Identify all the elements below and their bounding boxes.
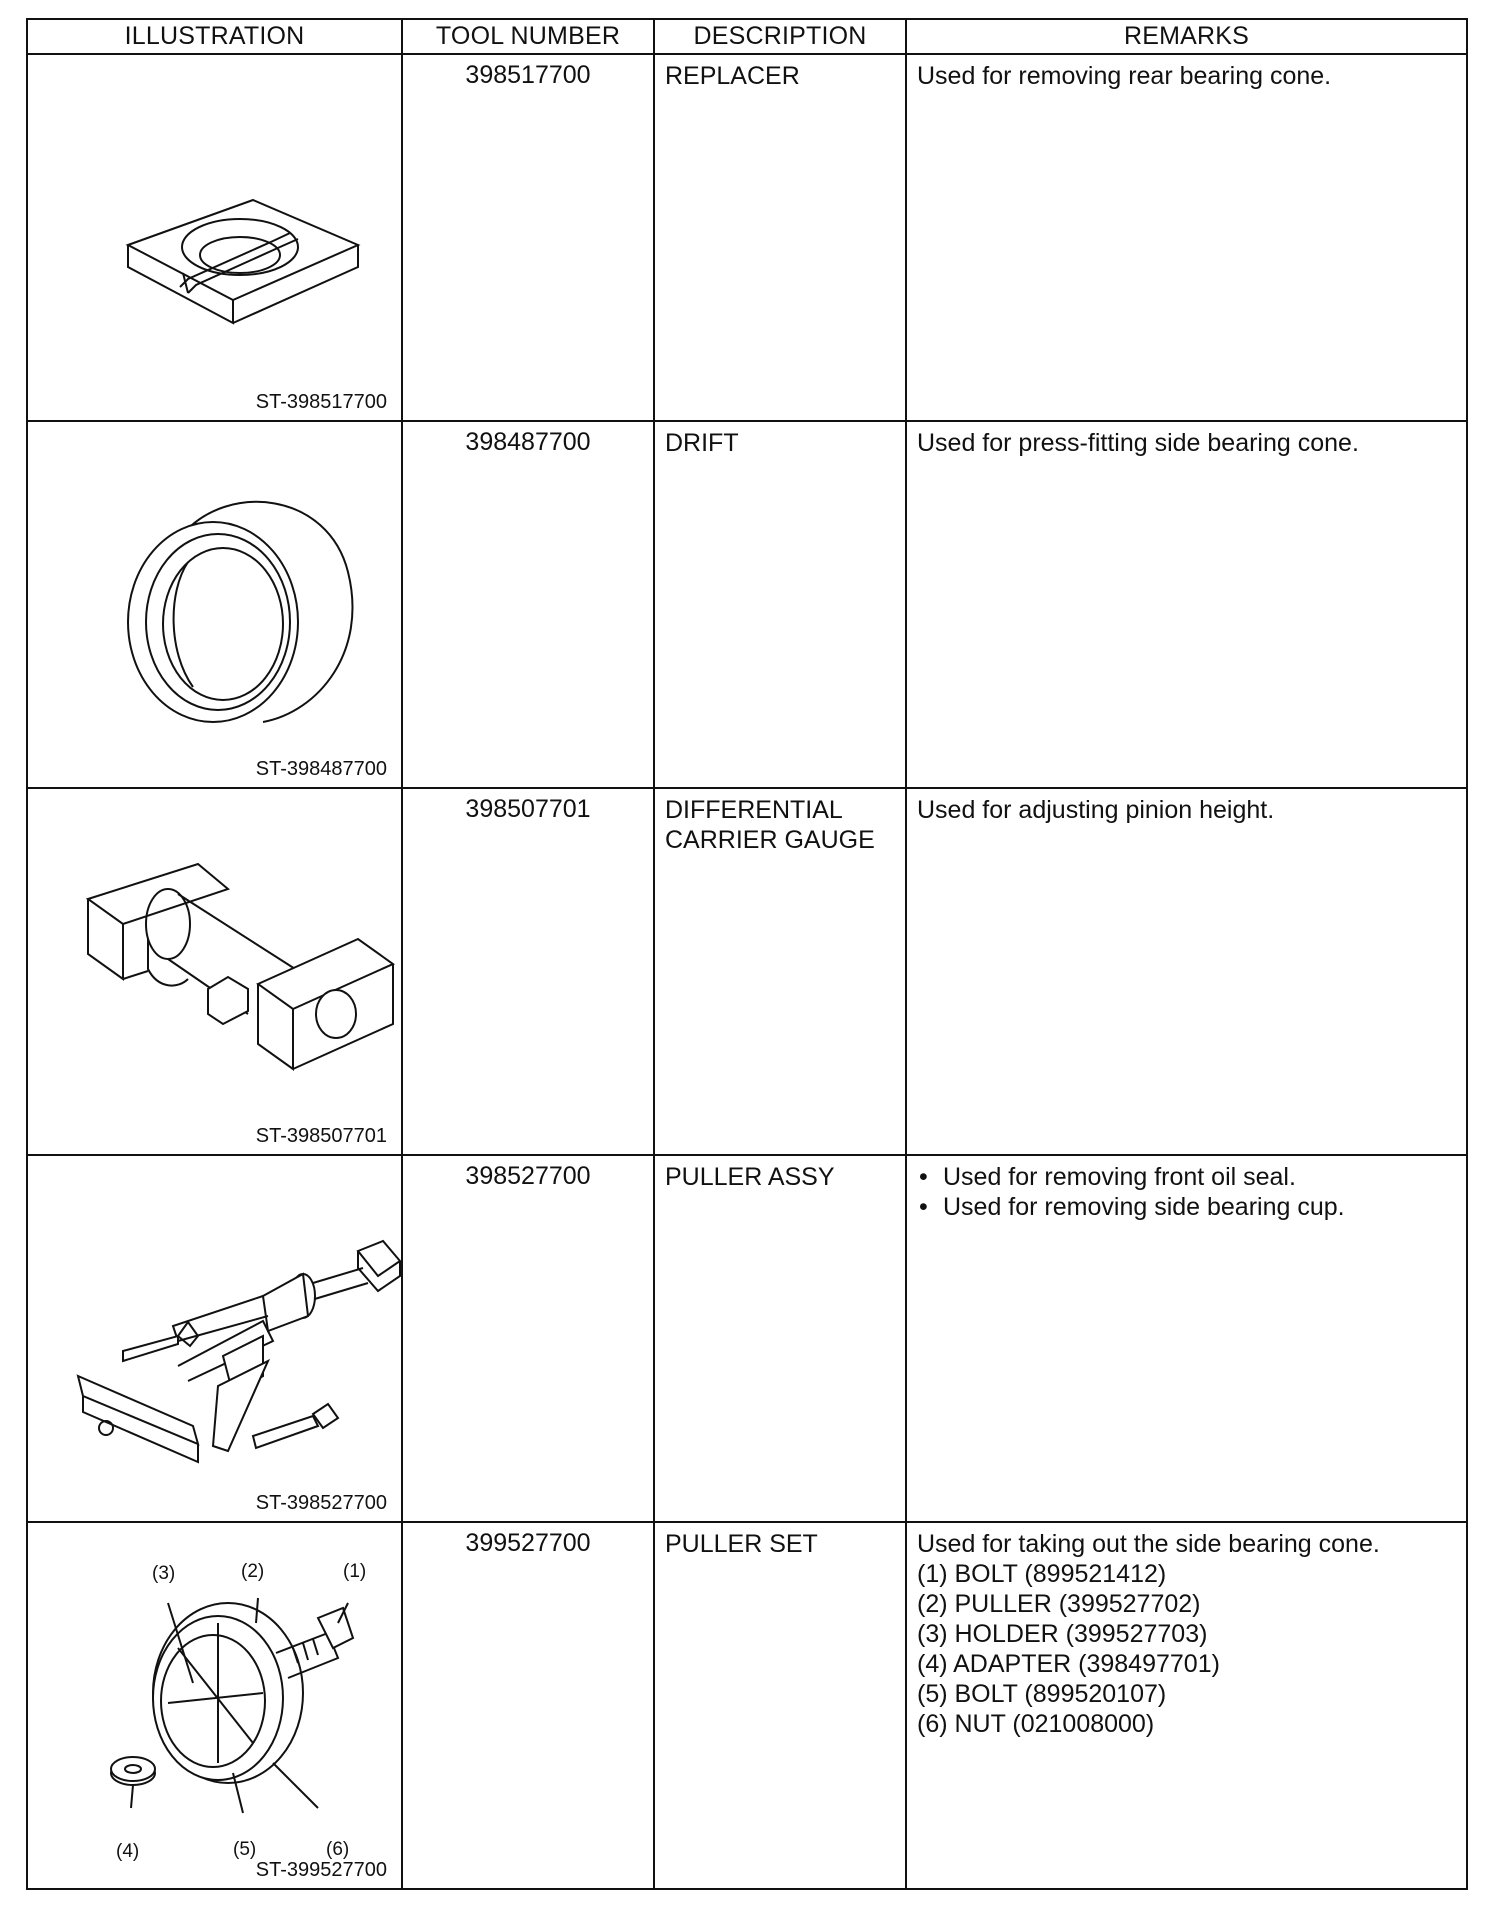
description-cell — [654, 54, 906, 421]
part-item: (3) HOLDER (399527703) — [917, 1620, 1208, 1648]
remark-bullet: • Used for removing side bearing cup. — [943, 1192, 1456, 1222]
illustration-code: ST-398507701 — [255, 1125, 387, 1147]
header-remarks: REMARKS — [906, 19, 1467, 54]
header-illustration: ILLUSTRATION — [27, 19, 402, 54]
callout-label: (1) — [343, 1561, 367, 1582]
remarks-cell — [906, 1155, 1467, 1522]
part-item: (2) PULLER (399527702) — [917, 1590, 1201, 1618]
table-row — [27, 1522, 1467, 1889]
remarks-cell — [906, 788, 1467, 1155]
callout-label: (6) — [326, 1839, 350, 1860]
illustration-cell — [27, 788, 402, 1155]
remark-text: Used for press-fitting side bearing cone. — [917, 429, 1359, 457]
illustration-cell — [27, 421, 402, 788]
tool-description: REPLACER — [665, 62, 800, 90]
description-cell — [654, 1155, 906, 1522]
remark-text: Used for removing rear bearing cone. — [917, 62, 1332, 90]
illustration-cell — [27, 1155, 402, 1522]
tool-description: PULLER SET — [665, 1530, 818, 1558]
remark-text: Used for adjusting pinion height. — [917, 796, 1275, 824]
special-tools-table — [26, 18, 1468, 1890]
remarks-list — [917, 1162, 1456, 1222]
table-row — [27, 421, 1467, 788]
tool-description: DRIFT — [665, 429, 739, 457]
table-row — [27, 1155, 1467, 1522]
table-row — [27, 54, 1467, 421]
remarks-cell — [906, 421, 1467, 788]
illustration-code: ST-398527700 — [255, 1492, 387, 1514]
tool-number: 398517700 — [465, 61, 591, 89]
part-item: (5) BOLT (899520107) — [917, 1680, 1167, 1708]
illustration-code: ST-399527700 — [255, 1859, 387, 1881]
illustration-code: ST-398517700 — [255, 391, 387, 413]
callout-label: (4) — [116, 1841, 140, 1862]
remark-text: Used for taking out the side bearing cone. — [917, 1530, 1380, 1558]
remarks-cell — [906, 1522, 1467, 1889]
differential-carrier-gauge-illustration — [28, 789, 403, 1154]
puller-assy-illustration — [28, 1156, 403, 1521]
tool-number-cell — [402, 421, 654, 788]
tool-number-cell — [402, 1522, 654, 1889]
drift-illustration — [28, 422, 403, 787]
part-item: (4) ADAPTER (398497701) — [917, 1650, 1220, 1678]
tool-number: 398527700 — [465, 1162, 591, 1190]
header-description: DESCRIPTION — [654, 19, 906, 54]
description-cell — [654, 788, 906, 1155]
table-row — [27, 788, 1467, 1155]
callout-label: (3) — [152, 1563, 176, 1584]
table-header-row — [27, 19, 1467, 54]
illustration-cell — [27, 1522, 402, 1889]
part-item: (1) BOLT (899521412) — [917, 1560, 1167, 1588]
description-cell — [654, 1522, 906, 1889]
remarks-cell — [906, 54, 1467, 421]
tool-description: DIFFERENTIAL CARRIER GAUGE — [665, 796, 875, 854]
callout-label: (5) — [233, 1839, 257, 1860]
tool-number-cell — [402, 54, 654, 421]
illustration-code: ST-398487700 — [255, 758, 387, 780]
tool-number: 398507701 — [465, 795, 591, 823]
description-cell — [654, 421, 906, 788]
part-item: (6) NUT (021008000) — [917, 1710, 1155, 1738]
illustration-cell — [27, 54, 402, 421]
tool-number-cell — [402, 788, 654, 1155]
remark-bullet: • Used for removing front oil seal. — [943, 1162, 1456, 1192]
header-tool-number: TOOL NUMBER — [402, 19, 654, 54]
callout-label: (2) — [241, 1561, 265, 1582]
tool-number: 398487700 — [465, 428, 591, 456]
tool-description: PULLER ASSY — [665, 1163, 835, 1191]
tool-number-cell — [402, 1155, 654, 1522]
replacer-illustration — [28, 55, 403, 420]
tool-number: 399527700 — [465, 1529, 591, 1557]
